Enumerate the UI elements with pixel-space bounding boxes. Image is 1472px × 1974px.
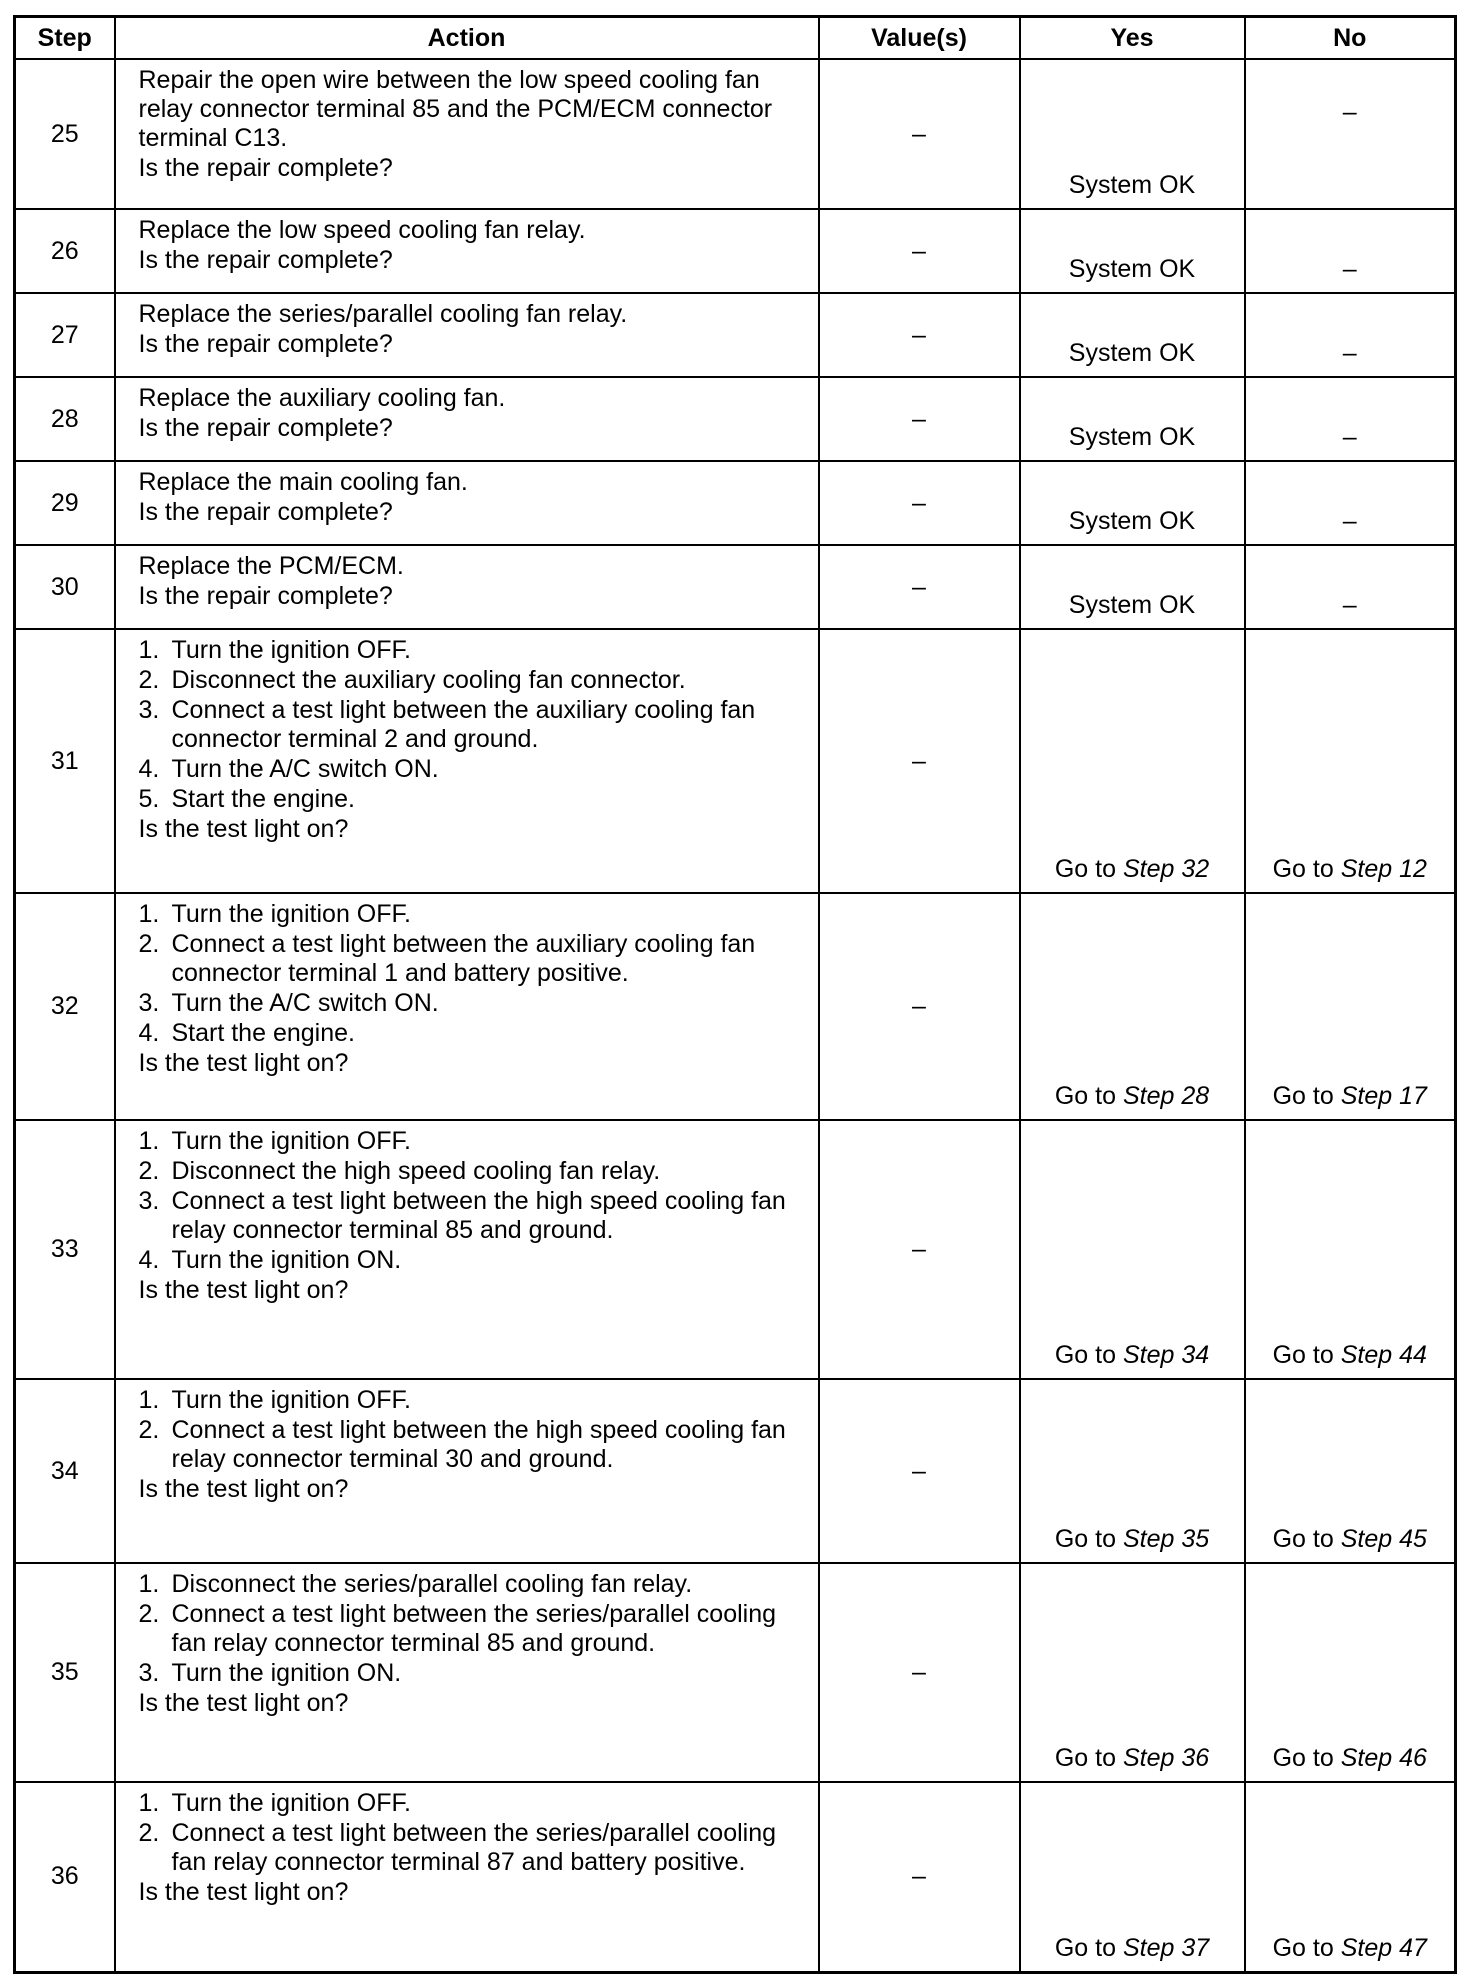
yes-cell: System OK <box>1020 377 1245 461</box>
step-number: 29 <box>15 461 115 545</box>
value-cell: – <box>819 59 1020 209</box>
step-number: 31 <box>15 629 115 893</box>
instruction-list <box>139 1127 808 1275</box>
goto-step-target: Step 46 <box>1340 1744 1427 1772</box>
instruction-list <box>139 1386 808 1474</box>
goto-step-target: Step 35 <box>1122 1525 1210 1553</box>
header-no: No <box>1245 17 1456 60</box>
goto-prefix: Go to <box>1272 1525 1334 1553</box>
goto-step-target: Step 47 <box>1340 1933 1427 1962</box>
no-cell <box>1245 1120 1456 1379</box>
table-row <box>15 293 1456 377</box>
instruction-text: Turn the ignition ON. <box>171 1246 402 1274</box>
header-row <box>15 17 1456 60</box>
no-cell <box>1245 1379 1456 1563</box>
instruction-text: Turn the ignition OFF. <box>171 636 411 664</box>
step-number: 35 <box>15 1563 115 1782</box>
table-row <box>15 59 1456 209</box>
instruction-text: Connect a test light between the high speed cooling fan relay connector terminal 85 and ground. <box>171 1187 786 1244</box>
goto-prefix: Go to <box>1272 1082 1334 1110</box>
action-cell <box>115 1563 819 1782</box>
action-cell <box>115 293 819 377</box>
action-cell <box>115 1120 819 1379</box>
yes-cell <box>1020 1782 1245 1972</box>
action-cell <box>115 545 819 629</box>
instruction-item <box>139 755 808 784</box>
instruction-item <box>139 1789 808 1818</box>
instruction-item <box>139 1600 808 1658</box>
table-row <box>15 893 1456 1120</box>
instruction-text: Connect a test light between the auxiliary cooling fan connector terminal 1 and battery positive. <box>171 930 756 987</box>
instruction-number: 4. <box>138 1019 160 1047</box>
instruction-item <box>139 785 808 814</box>
instruction-text: Disconnect the auxiliary cooling fan connector. <box>171 666 686 694</box>
goto-step-target: Step 37 <box>1122 1933 1210 1962</box>
value-cell: – <box>819 377 1020 461</box>
instruction-text: Disconnect the series/parallel cooling fan relay. <box>171 1570 693 1598</box>
header-action: Action <box>115 17 819 60</box>
goto-prefix: Go to <box>1054 1082 1116 1110</box>
instruction-text: Connect a test light between the high speed cooling fan relay connector terminal 30 and ground. <box>171 1416 786 1473</box>
yes-cell <box>1020 629 1245 893</box>
instruction-text: Connect a test light between the series/parallel cooling fan relay connector terminal 85 and ground. <box>171 1600 777 1657</box>
step-number: 34 <box>15 1379 115 1563</box>
table-row <box>15 545 1456 629</box>
no-cell <box>1245 1563 1456 1782</box>
header-values: Value(s) <box>819 17 1020 60</box>
action-cell <box>115 377 819 461</box>
value-cell: – <box>819 209 1020 293</box>
action-cell <box>115 461 819 545</box>
action-question: Is the test light on? <box>138 1878 349 1906</box>
instruction-list <box>139 636 808 814</box>
action-cell <box>115 893 819 1120</box>
step-number: 36 <box>15 1782 115 1972</box>
header-yes: Yes <box>1020 17 1245 60</box>
table-row <box>15 1120 1456 1379</box>
table-row <box>15 461 1456 545</box>
header-step: Step <box>15 17 115 60</box>
action-question: Is the test light on? <box>138 815 349 843</box>
table-row <box>15 1782 1456 1972</box>
value-cell: – <box>819 461 1020 545</box>
instruction-number: 1. <box>138 636 160 664</box>
action-question: Is the test light on? <box>138 1049 349 1077</box>
instruction-item <box>139 1019 808 1048</box>
instruction-item <box>139 1386 808 1415</box>
instruction-text: Turn the A/C switch ON. <box>171 989 439 1017</box>
instruction-text: Turn the ignition OFF. <box>171 1789 411 1817</box>
action-question: Is the test light on? <box>138 1475 349 1503</box>
yes-cell: System OK <box>1020 545 1245 629</box>
instruction-number: 2. <box>138 1416 160 1444</box>
action-question: Is the repair complete? <box>138 414 393 442</box>
no-cell <box>1245 893 1456 1120</box>
goto-prefix: Go to <box>1272 1933 1334 1962</box>
instruction-text: Turn the ignition OFF. <box>171 1127 411 1155</box>
instruction-item <box>139 1819 808 1877</box>
action-question: Is the repair complete? <box>138 498 393 526</box>
yes-cell <box>1020 893 1245 1120</box>
no-cell: – <box>1245 293 1456 377</box>
goto-step-target: Step 32 <box>1122 855 1210 883</box>
instruction-number: 3. <box>138 1659 160 1687</box>
yes-cell: System OK <box>1020 59 1245 209</box>
step-number: 30 <box>15 545 115 629</box>
goto-step-target: Step 45 <box>1340 1525 1427 1553</box>
instruction-list <box>139 900 808 1048</box>
instruction-number: 4. <box>138 1246 160 1274</box>
goto-prefix: Go to <box>1272 1341 1334 1369</box>
instruction-item <box>139 1570 808 1599</box>
goto-prefix: Go to <box>1054 1341 1116 1369</box>
goto-prefix: Go to <box>1054 1744 1116 1772</box>
step-number: 26 <box>15 209 115 293</box>
instruction-item <box>139 900 808 929</box>
goto-step-target: Step 28 <box>1122 1082 1210 1110</box>
goto-prefix: Go to <box>1054 855 1116 883</box>
instruction-list <box>139 1570 808 1688</box>
no-cell <box>1245 629 1456 893</box>
yes-cell <box>1020 1563 1245 1782</box>
action-text: Repair the open wire between the low speed cooling fan relay connector terminal 85 and the PCM/ECM connector terminal C13. <box>138 66 773 152</box>
instruction-text: Start the engine. <box>171 785 355 813</box>
table-row <box>15 209 1456 293</box>
action-text: Replace the auxiliary cooling fan. <box>138 384 506 412</box>
instruction-number: 2. <box>138 930 160 958</box>
yes-cell <box>1020 1379 1245 1563</box>
value-cell: – <box>819 629 1020 893</box>
instruction-text: Turn the A/C switch ON. <box>171 755 439 783</box>
action-cell <box>115 1379 819 1563</box>
instruction-text: Connect a test light between the auxiliary cooling fan connector terminal 2 and ground. <box>171 696 756 753</box>
instruction-text: Disconnect the high speed cooling fan relay. <box>171 1157 661 1185</box>
diagnostic-table <box>13 15 1457 1974</box>
action-cell <box>115 209 819 293</box>
instruction-text: Turn the ignition OFF. <box>171 1386 411 1414</box>
value-cell: – <box>819 893 1020 1120</box>
instruction-number: 1. <box>138 1386 160 1414</box>
no-cell: – <box>1245 461 1456 545</box>
instruction-number: 3. <box>138 1187 160 1215</box>
goto-prefix: Go to <box>1272 855 1334 883</box>
instruction-item <box>139 666 808 695</box>
value-cell: – <box>819 545 1020 629</box>
instruction-list <box>139 1789 808 1877</box>
instruction-item <box>139 1187 808 1245</box>
action-question: Is the repair complete? <box>138 246 393 274</box>
instruction-item <box>139 1659 808 1688</box>
step-number: 33 <box>15 1120 115 1379</box>
instruction-text: Connect a test light between the series/parallel cooling fan relay connector terminal 87 and battery positive. <box>171 1819 777 1876</box>
goto-step-target: Step 36 <box>1122 1744 1210 1772</box>
table-row <box>15 629 1456 893</box>
yes-cell: System OK <box>1020 293 1245 377</box>
instruction-item <box>139 1246 808 1275</box>
value-cell: – <box>819 1379 1020 1563</box>
goto-prefix: Go to <box>1054 1525 1116 1553</box>
goto-step-target: Step 34 <box>1122 1341 1210 1369</box>
action-question: Is the repair complete? <box>138 582 393 610</box>
action-question: Is the test light on? <box>138 1276 349 1304</box>
instruction-item <box>139 989 808 1018</box>
value-cell: – <box>819 1563 1020 1782</box>
action-cell <box>115 59 819 209</box>
step-number: 32 <box>15 893 115 1120</box>
goto-step-target: Step 17 <box>1340 1082 1427 1110</box>
action-cell <box>115 1782 819 1972</box>
step-number: 28 <box>15 377 115 461</box>
yes-cell: System OK <box>1020 209 1245 293</box>
instruction-number: 1. <box>138 900 160 928</box>
action-text: Replace the low speed cooling fan relay. <box>138 216 586 244</box>
instruction-number: 5. <box>138 785 160 813</box>
action-question: Is the repair complete? <box>138 330 393 358</box>
no-cell: – <box>1245 59 1456 209</box>
action-text: Replace the PCM/ECM. <box>138 552 404 580</box>
instruction-number: 3. <box>138 989 160 1017</box>
table-body <box>15 59 1456 1972</box>
table-row <box>15 1379 1456 1563</box>
instruction-item <box>139 1127 808 1156</box>
goto-step-target: Step 12 <box>1340 855 1427 883</box>
action-question: Is the test light on? <box>138 1689 349 1717</box>
instruction-number: 4. <box>138 755 160 783</box>
action-text: Replace the main cooling fan. <box>138 468 468 496</box>
action-question: Is the repair complete? <box>138 154 393 182</box>
instruction-number: 1. <box>138 1789 160 1817</box>
instruction-number: 2. <box>138 1157 160 1185</box>
value-cell: – <box>819 1120 1020 1379</box>
no-cell: – <box>1245 209 1456 293</box>
instruction-number: 2. <box>138 1600 160 1628</box>
instruction-number: 1. <box>138 1570 160 1598</box>
value-cell: – <box>819 293 1020 377</box>
instruction-number: 3. <box>138 696 160 724</box>
instruction-item <box>139 930 808 988</box>
instruction-number: 2. <box>138 1819 160 1847</box>
instruction-number: 1. <box>138 1127 160 1155</box>
yes-cell <box>1020 1120 1245 1379</box>
action-text: Replace the series/parallel cooling fan relay. <box>138 300 628 328</box>
table-row <box>15 377 1456 461</box>
no-cell: – <box>1245 377 1456 461</box>
instruction-text: Turn the ignition OFF. <box>171 900 411 928</box>
instruction-number: 2. <box>138 666 160 694</box>
step-number: 25 <box>15 59 115 209</box>
no-cell <box>1245 1782 1456 1972</box>
goto-prefix: Go to <box>1054 1933 1116 1962</box>
instruction-item <box>139 1416 808 1474</box>
value-cell: – <box>819 1782 1020 1972</box>
step-number: 27 <box>15 293 115 377</box>
goto-step-target: Step 44 <box>1340 1341 1427 1369</box>
instruction-text: Start the engine. <box>171 1019 355 1047</box>
instruction-item <box>139 1157 808 1186</box>
goto-prefix: Go to <box>1272 1744 1334 1772</box>
yes-cell: System OK <box>1020 461 1245 545</box>
action-cell <box>115 629 819 893</box>
instruction-item <box>139 636 808 665</box>
no-cell: – <box>1245 545 1456 629</box>
table-row <box>15 1563 1456 1782</box>
instruction-text: Turn the ignition ON. <box>171 1659 402 1687</box>
instruction-item <box>139 696 808 754</box>
